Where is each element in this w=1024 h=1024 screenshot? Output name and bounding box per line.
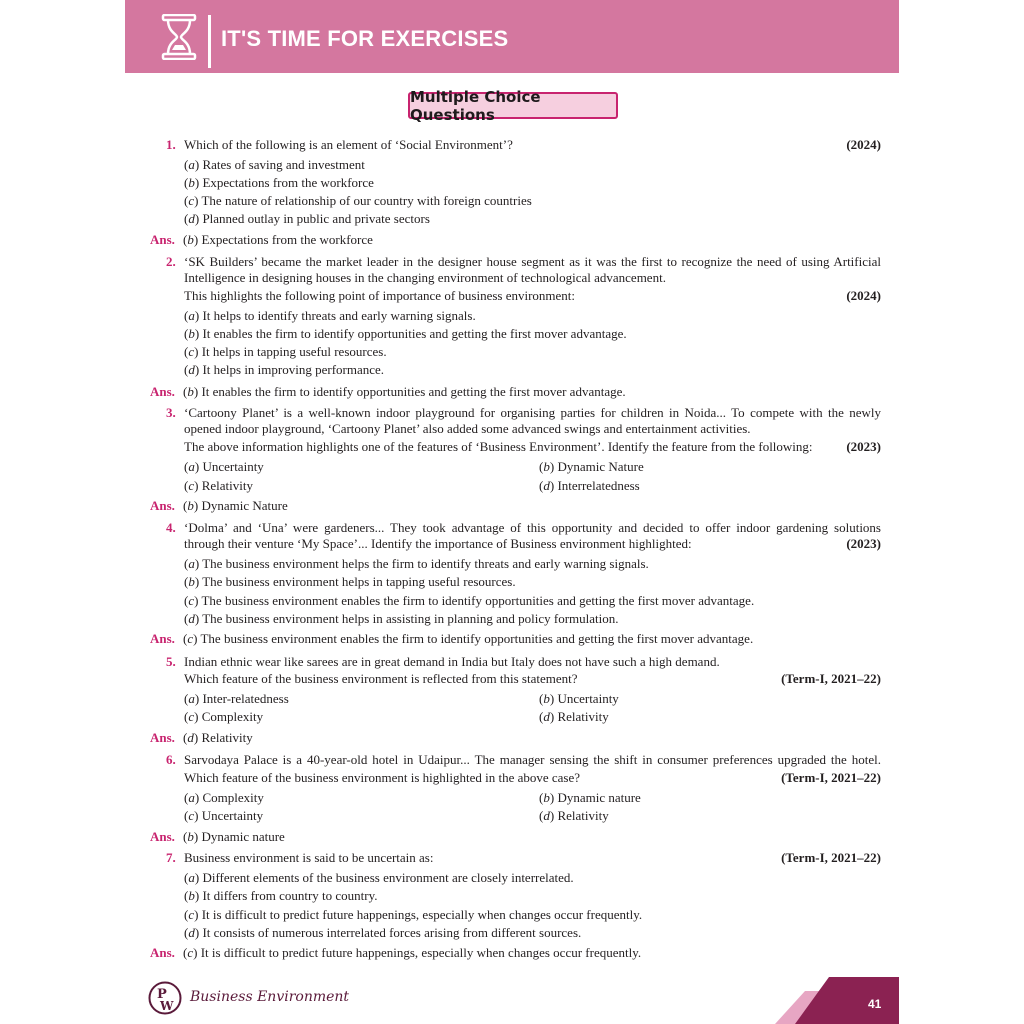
option-text: Relativity	[557, 709, 609, 724]
question-text: Business environment is said to be uncertain as:	[184, 850, 434, 865]
question-text: ‘Dolma’ and ‘Una’ were gardeners... They took advantage of this opportunity and decided to offer indoor gardening solutions	[184, 520, 881, 535]
option-text: It helps in improving performance.	[202, 362, 385, 377]
answer-text: (b) Dynamic Nature	[183, 498, 288, 513]
option-letter: a	[188, 157, 195, 172]
option: (c) Uncertainty	[184, 808, 264, 823]
answer-value: It is difficult to predict future happenings, especially when changes occur frequently.	[200, 945, 642, 960]
option-letter: a	[188, 308, 195, 323]
answer-text: (c) The business environment enables the firm to identify opportunities and getting the first mover advantage.	[183, 631, 754, 646]
option-text: Complexity	[201, 709, 264, 724]
question-text: Intelligence in designing houses in the changing environment of technological advancement.	[184, 270, 666, 285]
question-year: (Term-I, 2021–22)	[781, 850, 881, 865]
option-letter: b	[188, 175, 195, 190]
pw-logo	[148, 981, 182, 1015]
question-year: (2024)	[846, 288, 881, 303]
question-text: ‘Cartoony Planet’ is a well-known indoor playground for organising parties for children in Noida... To compete with the newly	[184, 405, 881, 420]
option: (a) It helps to identify threats and early warning signals.	[184, 308, 476, 323]
option-text: Planned outlay in public and private sectors	[202, 211, 430, 226]
option: (d) It consists of numerous interrelated forces arising from different sources.	[184, 925, 582, 940]
option-letter: a	[188, 691, 195, 706]
answer-letter: c	[187, 631, 194, 646]
answer-letter: b	[187, 829, 194, 844]
option-text: Complexity	[202, 790, 264, 805]
option: (c) It is difficult to predict future happenings, especially when changes occur frequently.	[184, 907, 643, 922]
option: (a) Rates of saving and investment	[184, 157, 365, 172]
question-text: Which of the following is an element of ‘Social Environment’?	[184, 137, 513, 152]
option: (c) The business environment enables the firm to identify opportunities and getting the first mover advantage.	[184, 593, 755, 608]
answer-letter: c	[187, 945, 194, 960]
question-number: 6.	[166, 752, 176, 767]
option-text: Relativity	[557, 808, 609, 823]
option-letter: c	[188, 193, 195, 208]
header-divider	[208, 15, 211, 68]
answer-label: Ans.	[150, 829, 175, 844]
answer-letter: b	[187, 384, 194, 399]
option-letter: d	[543, 808, 550, 823]
option-text: The business environment helps in tapping useful resources.	[202, 574, 516, 589]
answer-letter: b	[187, 232, 194, 247]
answer-value: Relativity	[201, 730, 253, 745]
option-letter: b	[188, 326, 195, 341]
option: (b) It enables the firm to identify opportunities and getting the first mover advantage.	[184, 326, 627, 341]
option-text: It helps to identify threats and early warning signals.	[202, 308, 476, 323]
option: (d) Planned outlay in public and private sectors	[184, 211, 430, 226]
question-text: The above information highlights one of the features of ‘Business Environment’. Identify the feature from the following:	[184, 439, 813, 454]
question-year: (2023)	[846, 536, 881, 551]
option-text: Uncertainty	[202, 459, 264, 474]
option-text: The business environment helps in assisting in planning and policy formulation.	[202, 611, 619, 626]
question-number: 7.	[166, 850, 176, 865]
option-letter: b	[543, 459, 550, 474]
question-text: This highlights the following point of importance of business environment:	[184, 288, 576, 303]
answer-letter: d	[187, 730, 194, 745]
page-title: IT'S TIME FOR EXERCISES	[221, 26, 509, 51]
question-text: Which feature of the business environment is reflected from this statement?	[184, 671, 578, 686]
question-text: Sarvodaya Palace is a 40-year-old hotel in Udaipur... The manager sensing the shift in consumer preferences upgraded the hotel.	[184, 752, 881, 767]
option-letter: d	[188, 362, 195, 377]
section-title: Multiple Choice Questions	[410, 87, 541, 124]
option-text: Uncertainty	[557, 691, 619, 706]
option: (a) Uncertainty	[184, 459, 264, 474]
option-letter: a	[188, 459, 195, 474]
option: (b) Uncertainty	[539, 691, 619, 706]
option-text: Dynamic nature	[557, 790, 641, 805]
svg-text:P: P	[157, 987, 167, 1002]
question-year: (2023)	[846, 439, 881, 454]
question-number: 5.	[166, 654, 176, 669]
answer-label: Ans.	[150, 945, 175, 960]
option: (b) Dynamic Nature	[539, 459, 644, 474]
option-text: It helps in tapping useful resources.	[201, 344, 387, 359]
option: (c) The nature of relationship of our country with foreign countries	[184, 193, 532, 208]
answer-label: Ans.	[150, 631, 175, 646]
option-letter: b	[543, 790, 550, 805]
option: (d) Relativity	[539, 709, 609, 724]
option-letter: b	[188, 888, 195, 903]
option-text: Dynamic Nature	[557, 459, 644, 474]
option-letter: c	[188, 344, 195, 359]
question-text: ‘SK Builders’ became the market leader in the designer house segment as it was the first to recognize the need of using Artificial	[184, 254, 881, 269]
option-letter: c	[188, 907, 195, 922]
question-text: opened indoor playground, ‘Cartoony Planet’ also added some advanced swings and entertainment activities.	[184, 421, 751, 436]
option-text: The business environment helps the firm to identify threats and early warning signals.	[202, 556, 649, 571]
option: (d) It helps in improving performance.	[184, 362, 385, 377]
answer-letter: b	[187, 498, 194, 513]
option-text: Interrelatedness	[557, 478, 640, 493]
option: (b) Expectations from the workforce	[184, 175, 374, 190]
option-letter: d	[543, 478, 550, 493]
option-text: Inter-relatedness	[202, 691, 289, 706]
question-year: (Term-I, 2021–22)	[781, 671, 881, 686]
option-text: It consists of numerous interrelated forces arising from different sources.	[202, 925, 582, 940]
answer-text: (d) Relativity	[183, 730, 253, 745]
option-letter: b	[543, 691, 550, 706]
question-number: 3.	[166, 405, 176, 420]
option: (a) Different elements of the business environment are closely interrelated.	[184, 870, 574, 885]
header-banner	[125, 0, 899, 73]
option: (a) The business environment helps the firm to identify threats and early warning signals.	[184, 556, 649, 571]
option-text: Relativity	[201, 478, 253, 493]
option-letter: c	[188, 478, 195, 493]
answer-value: Dynamic Nature	[201, 498, 288, 513]
option: (c) It helps in tapping useful resources.	[184, 344, 387, 359]
option-letter: a	[188, 556, 195, 571]
option-text: It enables the firm to identify opportunities and getting the first mover advantage.	[202, 326, 627, 341]
question-text: through their venture ‘My Space’... Identify the importance of Business environment highlighted:	[184, 536, 692, 551]
option-text: Rates of saving and investment	[202, 157, 365, 172]
option: (d) Relativity	[539, 808, 609, 823]
option-text: The nature of relationship of our country with foreign countries	[201, 193, 532, 208]
question-number: 2.	[166, 254, 176, 269]
option-letter: b	[188, 574, 195, 589]
option-letter: a	[188, 870, 195, 885]
answer-value: The business environment enables the firm to identify opportunities and getting the first mover advantage.	[200, 631, 754, 646]
page-number: 41	[868, 997, 882, 1011]
option: (c) Complexity	[184, 709, 264, 724]
question-number: 4.	[166, 520, 176, 535]
answer-value: Dynamic nature	[201, 829, 285, 844]
answer-text: (b) Expectations from the workforce	[183, 232, 373, 247]
option-letter: d	[188, 925, 195, 940]
option: (d) Interrelatedness	[539, 478, 640, 493]
option: (a) Complexity	[184, 790, 264, 805]
question-text: Indian ethnic wear like sarees are in great demand in India but Italy does not have such a high demand.	[184, 654, 720, 669]
svg-text:W: W	[160, 999, 174, 1013]
footer-subject: Business Environment	[190, 989, 350, 1005]
answer-label: Ans.	[150, 730, 175, 745]
question-year: (2024)	[846, 137, 881, 152]
option-letter: c	[188, 808, 195, 823]
option-letter: d	[188, 211, 195, 226]
option-letter: c	[188, 709, 195, 724]
option-letter: d	[543, 709, 550, 724]
answer-text: (b) Dynamic nature	[183, 829, 285, 844]
section-heading	[408, 87, 618, 124]
option: (b) It differs from country to country.	[184, 888, 378, 903]
option-text: Uncertainty	[201, 808, 264, 823]
option-letter: d	[188, 611, 195, 626]
option-text: It is difficult to predict future happenings, especially when changes occur frequently.	[201, 907, 643, 922]
hourglass-icon	[161, 14, 197, 60]
answer-text: (b) It enables the firm to identify opportunities and getting the first mover advantage.	[183, 384, 626, 399]
answer-label: Ans.	[150, 498, 175, 513]
option: (c) Relativity	[184, 478, 253, 493]
option-letter: a	[188, 790, 195, 805]
option-text: Expectations from the workforce	[202, 175, 374, 190]
option-text: Different elements of the business environment are closely interrelated.	[202, 870, 574, 885]
option: (b) The business environment helps in tapping useful resources.	[184, 574, 516, 589]
question-number: 1.	[166, 137, 176, 152]
answer-value: Expectations from the workforce	[201, 232, 373, 247]
answer-label: Ans.	[150, 384, 175, 399]
answer-text: (c) It is difficult to predict future happenings, especially when changes occur frequently.	[183, 945, 642, 960]
question-year: (Term-I, 2021–22)	[781, 770, 881, 785]
option-letter: c	[188, 593, 195, 608]
option-text: It differs from country to country.	[202, 888, 378, 903]
option-text: The business environment enables the firm to identify opportunities and getting the first mover advantage.	[201, 593, 755, 608]
answer-label: Ans.	[150, 232, 175, 247]
option: (a) Inter-relatedness	[184, 691, 289, 706]
option: (d) The business environment helps in assisting in planning and policy formulation.	[184, 611, 619, 626]
option: (b) Dynamic nature	[539, 790, 641, 805]
question-text: Which feature of the business environment is highlighted in the above case?	[184, 770, 581, 785]
answer-value: It enables the firm to identify opportunities and getting the first mover advantage.	[201, 384, 626, 399]
